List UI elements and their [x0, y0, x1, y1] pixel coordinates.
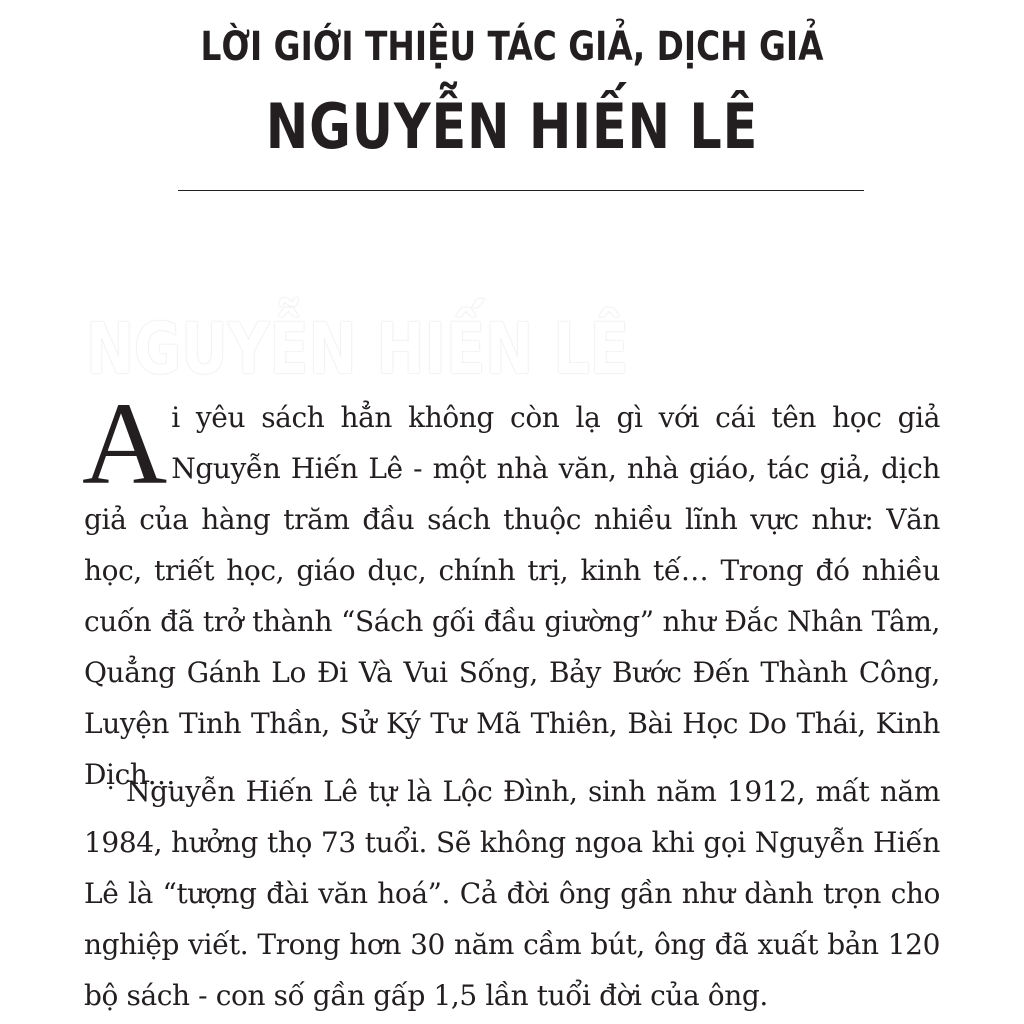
paragraph-intro-text: i yêu sách hẳn không còn lạ gì với cái tên học giả Nguyễn Hiến Lê - một nhà văn, nhà giáo, tác giả, dịch giả của hàng trăm đầu sách thuộc nhiều lĩnh vực như: Văn học, triết học, giáo dục, chính trị, kinh tế… Trong đó nhiều cuốn đã trở thành “Sách gối đầu giường” như Đắc Nhân Tâm, Quẳng Gánh Lo Đi Và Vui Sống, Bảy Bước Đến Thành Công, Luyện Tinh Thần, Sử Ký Tư Mã Thiên, Bài Học Do Thái, Kinh Dịch… — [84, 401, 940, 791]
paragraph-biography — [84, 766, 940, 1021]
drop-cap-letter: A — [82, 378, 168, 509]
paragraph-biography-text: Nguyễn Hiến Lê tự là Lộc Đình, sinh năm 1912, mất năm 1984, hưởng thọ 73 tuổi. Sẽ không ngoa khi gọi Nguyễn Hiến Lê là “tượng đài văn hoá”. Cả đời ông gần như dành trọn cho nghiệp viết. Trong hơn 30 năm cầm bút, ông đã xuất bản 120 bộ sách - con số gần gấp 1,5 lần tuổi đời của ông. — [84, 775, 940, 1012]
section-heading-watermark: NGUYỄN HIẾN LÊ — [86, 308, 629, 390]
paragraph-intro — [82, 378, 940, 800]
page-title-author-name: NGUYỄN HIẾN LÊ — [265, 90, 759, 163]
title-divider — [178, 190, 864, 191]
page-title-line-1: LỜI GIỚI THIỆU TÁC GIẢ, DỊCH GIẢ — [200, 24, 824, 70]
